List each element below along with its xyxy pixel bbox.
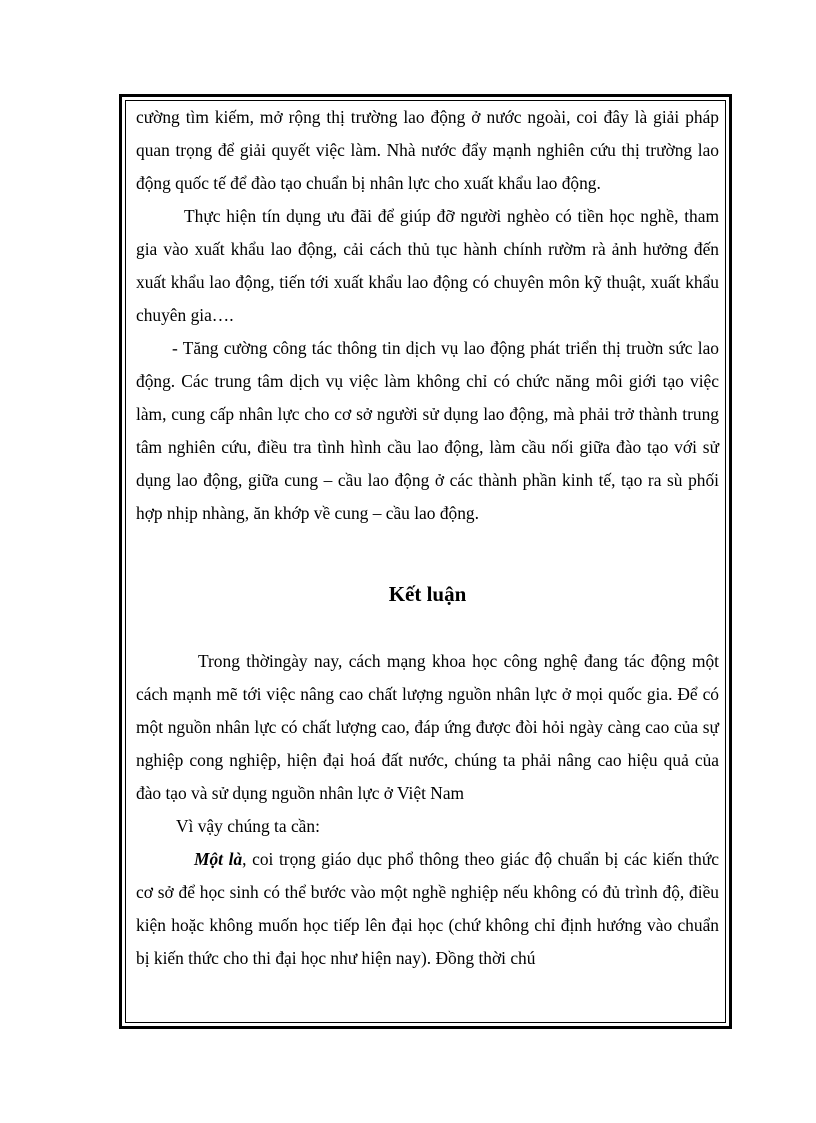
spacer [136, 611, 719, 645]
first-point-lead: Một là [194, 849, 243, 869]
section-heading-conclusion: Kết luận [388, 582, 467, 606]
paragraph-foreign-labor-market: cường tìm kiếm, mở rộng thị trường lao động ở nước ngoài, coi đây là giải pháp quan trọng để giải quyết việc làm. Nhà nước đẩy mạnh nghiên cứu thị trường lao động quốc tế để đào tạo chuẩn bị nhân lực cho xuất khẩu lao động. [136, 107, 719, 193]
paragraph-preferential-credit: Thực hiện tín dụng ưu đãi để giúp đỡ người nghèo có tiền học nghề, tham gia vào xuất khẩu lao động, cải cách thủ tục hành chính rườm rà ảnh hưởng đến xuất khẩu lao động, tiến tới xuất khẩu lao động có chuyên môn kỹ thuật, xuất khẩu chuyên gia…. [136, 206, 719, 325]
first-point-text: , coi trọng giáo dục phổ thông theo giác độ chuẩn bị các kiến thức cơ sở để học sinh có thể bước vào một nghề nghiệp nếu không có đủ trình độ, điều kiện hoặc không muốn học tiếp lên đại học (chứ không chỉ định hướng vào chuẩn bị kiến thức cho thi đại học như hiện nay). Đồng thời chú [136, 849, 719, 968]
paragraph-therefore: Vì vậy chúng ta cần: [176, 816, 320, 836]
paragraph-first-point [136, 843, 719, 975]
page-body [136, 101, 719, 975]
spacer [136, 530, 719, 578]
paragraph-conclusion-intro: Trong thờingày nay, cách mạng khoa học công nghệ đang tác động một cách mạnh mẽ tới việc nâng cao chất lượng nguồn nhân lực ở mọi quốc gia. Để có một nguồn nhân lực có chất lượng cao, đáp ứng được đòi hỏi ngày càng cao của sự nghiệp cong nghiệp, hiện đại hoá đất nước, chúng ta phải nâng cao hiệu quả của đào tạo và sử dụng nguồn nhân lực ở Việt Nam [136, 651, 719, 803]
paragraph-labor-information-services: - Tăng cường công tác thông tin dịch vụ lao động phát triển thị truờn sức lao động. Các trung tâm dịch vụ việc làm không chỉ có chức năng môi giới tạo việc làm, cung cấp nhân lực cho cơ sở người sử dụng lao động, mà phải trở thành trung tâm nghiên cứu, điều tra tình hình cầu lao động, làm cầu nối giữa đào tạo với sử dụng lao động, giữa cung – cầu lao động ở các thành phần kinh tế, tạo ra sù phối hợp nhịp nhàng, ăn khớp về cung – cầu lao động. [136, 338, 719, 523]
